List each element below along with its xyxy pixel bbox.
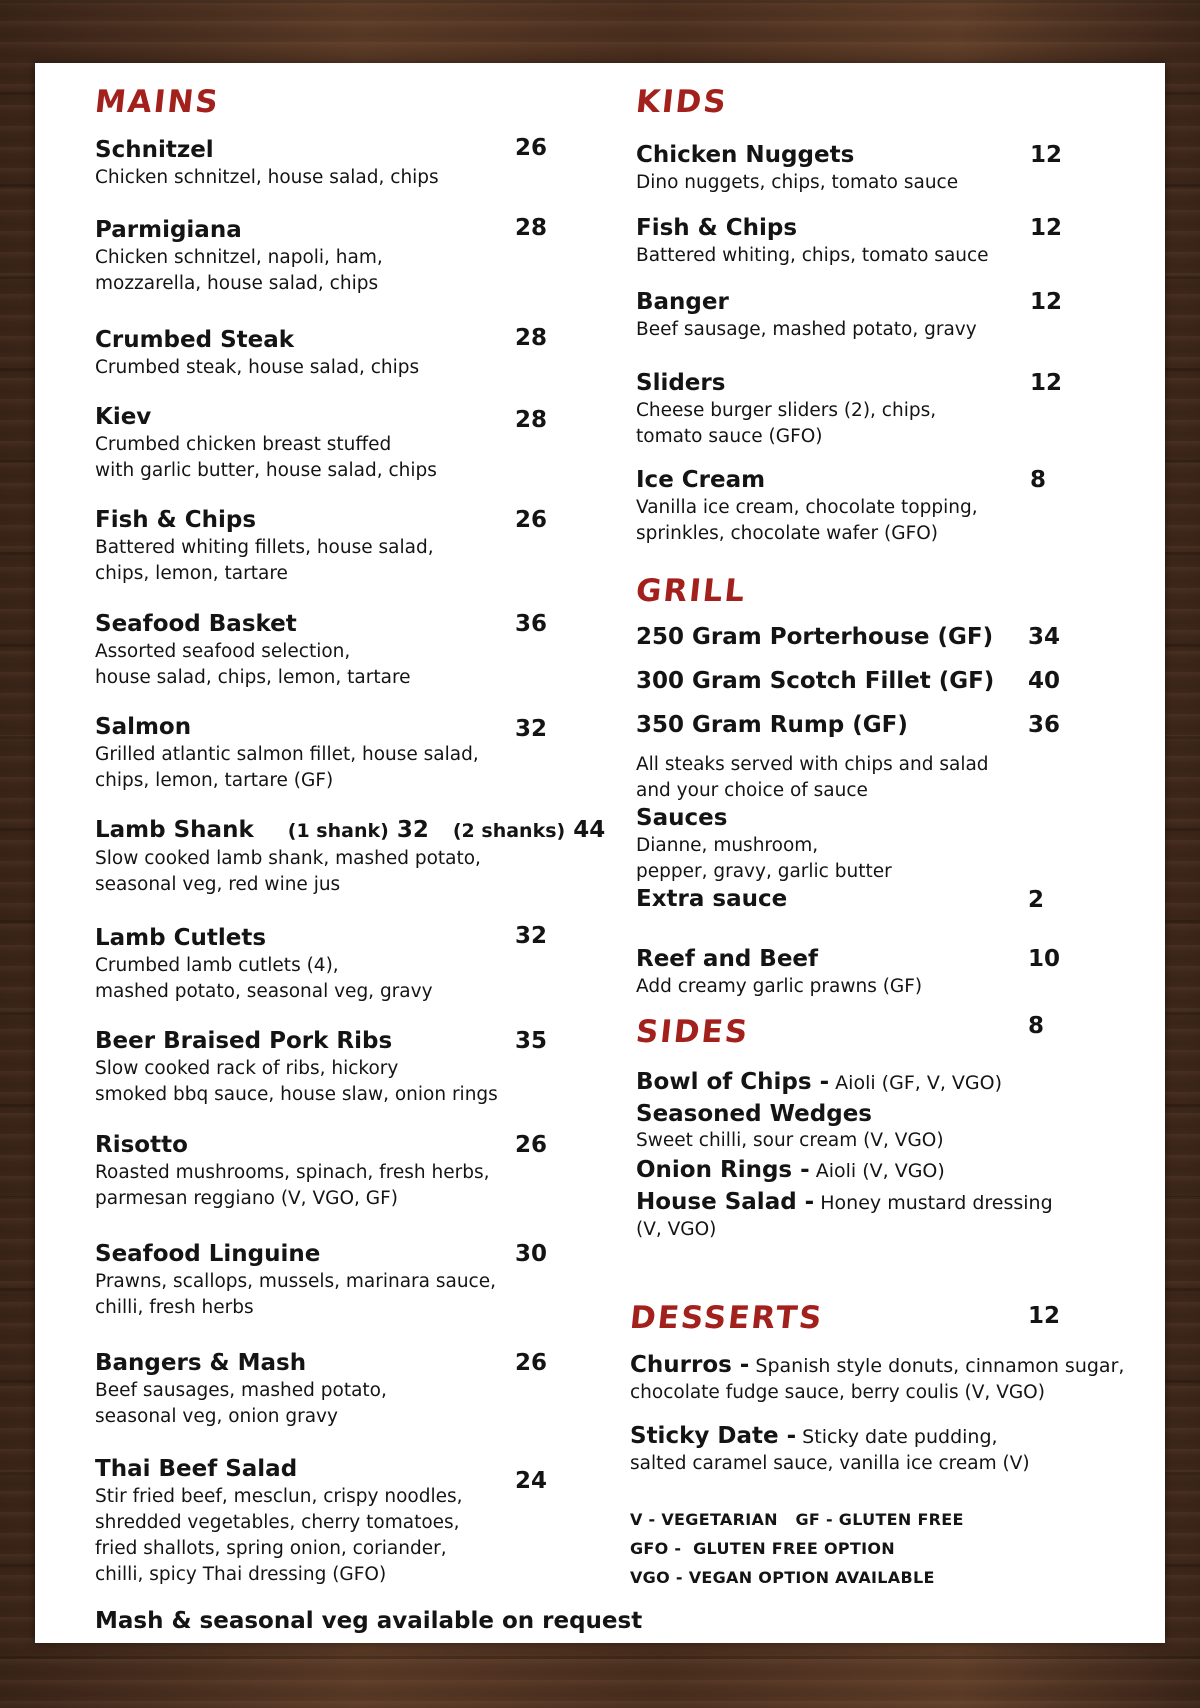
side-desc: Honey mustard dressing (814, 1192, 1053, 1214)
item-price: 8 (1030, 467, 1047, 493)
item-desc: Slow cooked rack of ribs, hickory (95, 1058, 399, 1079)
item-desc: Battered whiting fillets, house salad, (95, 537, 434, 558)
item-price: 40 (1028, 668, 1061, 694)
item-desc: chilli, fresh herbs (95, 1297, 254, 1318)
sides-heading: SIDES (634, 1014, 752, 1050)
item-price: 36 (1028, 712, 1061, 738)
item-price: 32 (396, 817, 429, 843)
item-desc: tomato sauce (GFO) (636, 426, 823, 447)
item-desc: mozzarella, house salad, chips (95, 273, 379, 294)
grill-item-reef-beef (636, 945, 922, 1000)
item-name-row (95, 816, 605, 845)
item-price: 34 (1028, 624, 1061, 650)
legend-line: GFO - GLUTEN FREE OPTION (630, 1539, 895, 1558)
item-desc: chips, lemon, tartare (95, 563, 288, 584)
menu-item-pork-ribs (95, 1027, 498, 1108)
note-line: and your choice of sauce (636, 780, 868, 801)
item-desc: shredded vegetables, cherry tomatoes, (95, 1512, 460, 1533)
item-price: 28 (515, 325, 548, 351)
item-option: (2 shanks) (452, 820, 566, 842)
item-price: 24 (515, 1468, 548, 1494)
side-desc: (V, VGO) (636, 1219, 717, 1240)
menu-item-kiev (95, 403, 437, 484)
item-desc: mashed potato, seasonal veg, gravy (95, 981, 433, 1002)
item-name: Risotto (95, 1132, 188, 1158)
side-name: House Salad - (636, 1189, 815, 1215)
item-price: 26 (515, 1350, 548, 1376)
item-desc: seasonal veg, red wine jus (95, 874, 341, 895)
dessert-name: Sticky Date - (630, 1423, 797, 1449)
item-name: Lamb Cutlets (95, 925, 267, 951)
item-desc: Beef sausages, mashed potato, (95, 1380, 387, 1401)
item-desc: Chicken schnitzel, house salad, chips (95, 167, 439, 188)
item-name: Bangers & Mash (95, 1350, 307, 1376)
item-name: Ice Cream (636, 467, 766, 493)
sauces-title: Sauces (636, 805, 728, 831)
menu-item-thai-beef-salad (95, 1455, 463, 1588)
dessert-desc: salted caramel sauce, vanilla ice cream (V) (630, 1453, 1030, 1474)
item-desc: Grilled atlantic salmon fillet, house salad, (95, 744, 479, 765)
item-price: 35 (515, 1028, 548, 1054)
mains-footer-note: Mash & seasonal veg available on request (95, 1608, 643, 1634)
note-line: All steaks served with chips and salad (636, 754, 989, 775)
item-desc: Battered whiting, chips, tomato sauce (636, 245, 989, 266)
kids-item-fish-chips (636, 214, 989, 269)
item-price: 30 (515, 1241, 548, 1267)
item-desc: with garlic butter, house salad, chips (95, 460, 437, 481)
dessert-name: Churros - (630, 1352, 750, 1378)
item-name: Reef and Beef (636, 946, 819, 972)
item-name: Parmigiana (95, 217, 242, 243)
kids-item-ice-cream (636, 466, 978, 547)
menu-item-bangers-mash (95, 1349, 387, 1430)
item-price: 12 (1030, 370, 1063, 396)
item-price: 26 (515, 1132, 548, 1158)
side-desc: Aioli (V, VGO) (809, 1160, 945, 1182)
item-desc: Chicken schnitzel, napoli, ham, (95, 247, 383, 268)
grill-item-porterhouse: 250 Gram Porterhouse (GF) (636, 624, 994, 650)
item-price: 12 (1030, 215, 1063, 241)
legend-line: VGO - VEGAN OPTION AVAILABLE (630, 1568, 935, 1587)
item-price: 44 (573, 817, 606, 843)
legend-line: V - VEGETARIAN GF - GLUTEN FREE (630, 1510, 964, 1529)
grill-item-scotch-fillet: 300 Gram Scotch Fillet (GF) (636, 668, 995, 694)
item-desc: Beef sausage, mashed potato, gravy (636, 319, 977, 340)
item-option: (1 shank) (287, 820, 389, 842)
dietary-legend (630, 1505, 964, 1592)
dessert-churros (630, 1351, 1124, 1380)
item-desc: parmesan reggiano (V, VGO, GF) (95, 1188, 398, 1209)
desserts-price: 12 (1028, 1303, 1061, 1329)
item-name: Fish & Chips (636, 215, 798, 241)
menu-item-salmon (95, 713, 479, 794)
menu-item-lamb-shank (95, 816, 605, 898)
menu-item-schnitzel (95, 136, 439, 191)
item-name: Crumbed Steak (95, 327, 295, 353)
item-desc: sprinkles, chocolate wafer (GFO) (636, 523, 939, 544)
item-desc: Slow cooked lamb shank, mashed potato, (95, 848, 481, 869)
menu-item-seafood-basket (95, 610, 411, 691)
item-name: Salmon (95, 714, 192, 740)
kids-item-sliders (636, 369, 936, 450)
kids-heading: KIDS (634, 84, 730, 120)
extra-sauce-price: 2 (1028, 887, 1045, 913)
side-seasoned-wedges: Seasoned Wedges (636, 1101, 872, 1127)
item-price: 26 (515, 507, 548, 533)
item-price: 12 (1030, 142, 1063, 168)
sides-price: 8 (1028, 1013, 1045, 1039)
item-name: Lamb Shank (95, 817, 254, 843)
item-price: 32 (515, 716, 548, 742)
item-desc: chips, lemon, tartare (GF) (95, 770, 334, 791)
item-desc: Roasted mushrooms, spinach, fresh herbs, (95, 1162, 490, 1183)
item-desc: Prawns, scallops, mussels, marinara sauce, (95, 1271, 496, 1292)
item-price: 28 (515, 215, 548, 241)
side-house-salad (636, 1188, 1053, 1217)
item-desc: Stir fried beef, mesclun, crispy noodles, (95, 1486, 463, 1507)
item-desc: Cheese burger sliders (2), chips, (636, 400, 937, 421)
menu-item-fish-chips (95, 506, 434, 587)
side-name: Onion Rings - (636, 1157, 810, 1183)
extra-sauce-label: Extra sauce (636, 886, 788, 912)
menu-item-parmigiana (95, 216, 383, 297)
item-desc: Crumbed chicken breast stuffed (95, 434, 392, 455)
side-name: Bowl of Chips - (636, 1069, 830, 1095)
side-bowl-of-chips (636, 1068, 1053, 1097)
side-desc: Sweet chilli, sour cream (V, VGO) (636, 1130, 944, 1151)
item-name: Seafood Basket (95, 611, 297, 637)
desserts-list (630, 1351, 1124, 1477)
item-desc: Add creamy garlic prawns (GF) (636, 976, 923, 997)
side-onion-rings (636, 1156, 1053, 1185)
sides-list (636, 1068, 1053, 1243)
kids-item-banger (636, 288, 977, 343)
item-desc: Crumbed steak, house salad, chips (95, 357, 420, 378)
item-name: Fish & Chips (95, 507, 257, 533)
desserts-heading: DESSERTS (628, 1300, 826, 1336)
grill-item-rump: 350 Gram Rump (GF) (636, 712, 908, 738)
item-desc: Vanilla ice cream, chocolate topping, (636, 497, 978, 518)
dessert-desc: Sticky date pudding, (796, 1426, 998, 1448)
item-name: Banger (636, 289, 729, 315)
item-desc: chilli, spicy Thai dressing (GFO) (95, 1564, 387, 1585)
kids-item-chicken-nuggets (636, 141, 958, 196)
item-name: Sliders (636, 370, 726, 396)
item-desc: fried shallots, spring onion, coriander, (95, 1538, 447, 1559)
item-desc: Crumbed lamb cutlets (4), (95, 955, 339, 976)
dessert-desc: chocolate fudge sauce, berry coulis (V, VGO) (630, 1382, 1045, 1403)
item-price: 26 (515, 135, 548, 161)
item-name: Seafood Linguine (95, 1241, 321, 1267)
dessert-sticky-date (630, 1422, 1124, 1451)
item-desc: Dino nuggets, chips, tomato sauce (636, 172, 959, 193)
menu-item-lamb-cutlets (95, 924, 433, 1005)
sauces-desc: pepper, gravy, garlic butter (636, 861, 892, 882)
menu-item-crumbed-steak (95, 326, 419, 381)
grill-heading: GRILL (634, 573, 749, 609)
item-desc: house salad, chips, lemon, tartare (95, 667, 411, 688)
item-name: Schnitzel (95, 137, 214, 163)
sauces-desc: Dianne, mushroom, (636, 835, 819, 856)
item-price: 36 (515, 611, 548, 637)
item-desc: smoked bbq sauce, house slaw, onion rings (95, 1084, 498, 1105)
item-price: 32 (515, 923, 548, 949)
grill-note (636, 751, 989, 913)
item-desc: Assorted seafood selection, (95, 641, 351, 662)
item-price: 12 (1030, 289, 1063, 315)
item-name: Chicken Nuggets (636, 142, 855, 168)
dessert-desc: Spanish style donuts, cinnamon sugar, (749, 1355, 1125, 1377)
item-price: 10 (1028, 946, 1061, 972)
side-desc: Aioli (GF, V, VGO) (829, 1072, 1002, 1094)
item-name: Kiev (95, 404, 152, 430)
mains-heading: MAINS (93, 84, 222, 120)
item-name: Beer Braised Pork Ribs (95, 1028, 393, 1054)
menu-item-seafood-linguine (95, 1240, 496, 1321)
menu-item-risotto (95, 1131, 490, 1212)
item-desc: seasonal veg, onion gravy (95, 1406, 338, 1427)
item-price: 28 (515, 407, 548, 433)
item-name: Thai Beef Salad (95, 1456, 298, 1482)
